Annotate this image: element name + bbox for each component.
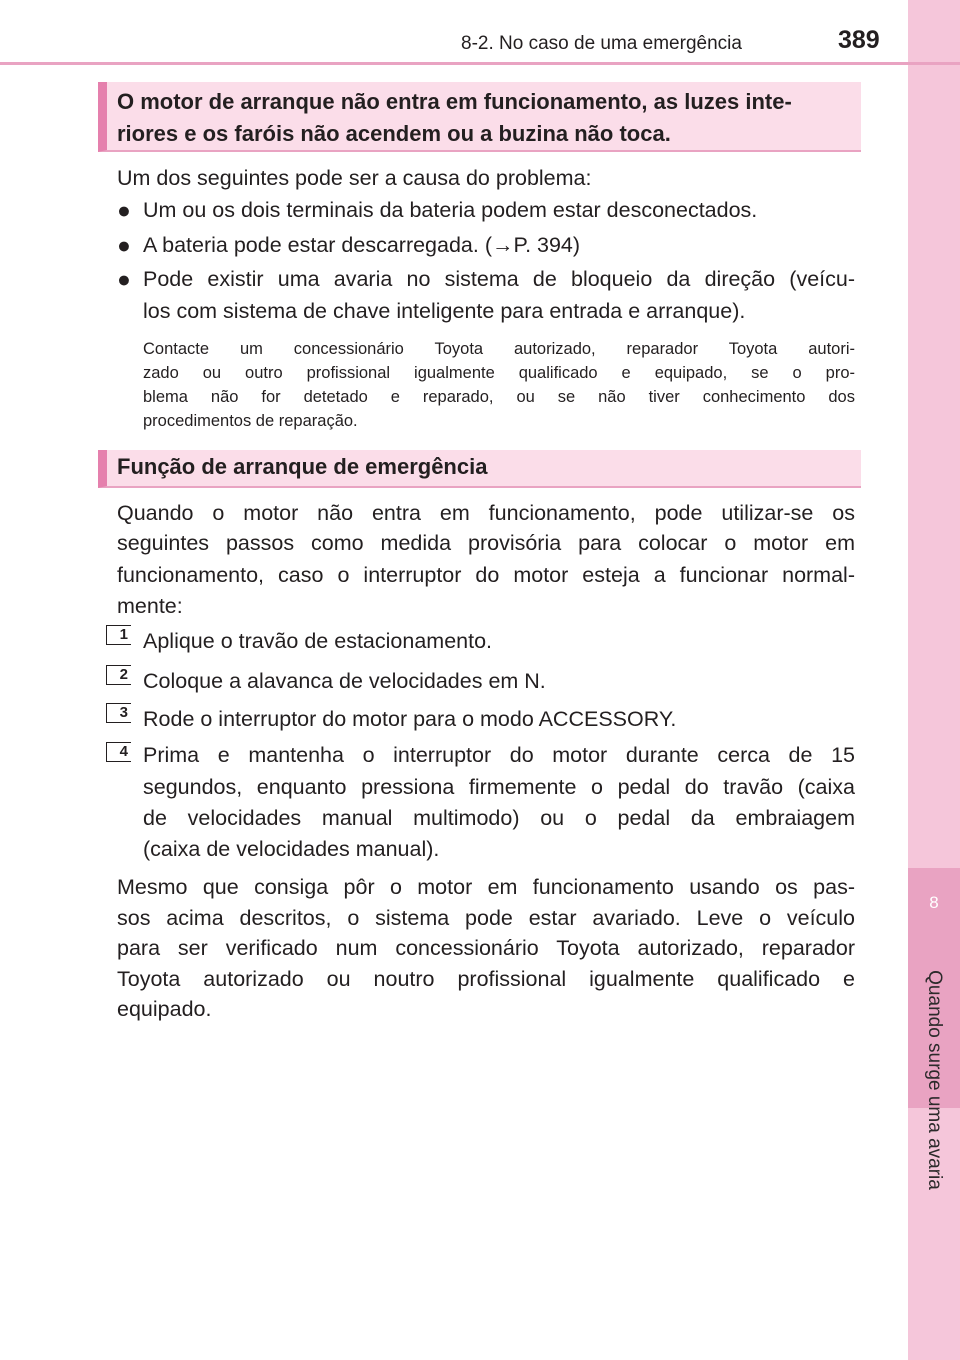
header-rule: [0, 62, 960, 65]
section-heading-starter: [98, 82, 861, 152]
heading-line: riores e os faróis não acendem ou a buzina não toca.: [117, 121, 671, 146]
note-line: Contacte um concessionário Toyota autorizado, reparador Toyota autori-: [143, 340, 855, 358]
bullet-text: Um ou os dois terminais da bateria podem estar desconectados.: [143, 198, 758, 222]
bullet-icon: ●: [117, 232, 131, 258]
bullet-icon: ●: [117, 197, 131, 223]
chapter-number: 8: [929, 893, 939, 912]
bullet-text: A bateria pode estar descarregada. (→P. 394): [143, 233, 581, 257]
intro-line: seguintes passos como medida provisória para colocar o motor em: [117, 531, 855, 555]
step-text: Aplique o travão de estacionamento.: [143, 629, 493, 653]
intro-line: funcionamento, caso o interruptor do motor esteja a funcionar normal-: [117, 563, 855, 587]
intro-line: mente:: [117, 594, 183, 618]
closing-line: Mesmo que consiga pôr o motor em funcionamento usando os pas-: [117, 875, 855, 899]
chapter-title: Quando surge uma avaria: [924, 970, 945, 1190]
page-number: 389: [838, 26, 880, 54]
step-number-badge: 4: [106, 742, 131, 762]
step-number-badge: 2: [106, 665, 131, 685]
bullet-icon: ●: [117, 266, 131, 292]
step-text: (caixa de velocidades manual).: [143, 837, 440, 861]
bullet-text: los com sistema de chave inteligente para entrada e arranque).: [143, 299, 746, 323]
closing-line: equipado.: [117, 997, 212, 1021]
note-line: zado ou outro profissional igualmente qualificado e equipado, se o pro-: [143, 364, 855, 382]
note-line: blema não for detetado e reparado, ou se não tiver conhecimento dos: [143, 388, 855, 406]
intro-text: Um dos seguintes pode ser a causa do problema:: [117, 166, 592, 190]
note-line: procedimentos de reparação.: [143, 412, 358, 430]
step-text: segundos, enquanto pressiona firmemente o pedal do travão (caixa: [143, 775, 855, 799]
running-header: 8-2. No caso de uma emergência: [461, 33, 742, 54]
closing-line: Toyota autorizado ou noutro profissional igualmente qualificado e: [117, 967, 855, 991]
step-text: de velocidades manual multimodo) ou o pedal da embraiagem: [143, 806, 855, 830]
step-text: Prima e mantenha o interruptor do motor durante cerca de 15: [143, 743, 855, 767]
step-text: Rode o interruptor do motor para o modo ACCESSORY.: [143, 707, 677, 731]
closing-line: sos acima descritos, o sistema pode estar avariado. Leve o veículo: [117, 906, 855, 930]
heading-line: O motor de arranque não entra em funcionamento, as luzes inte-: [117, 89, 792, 114]
section-heading-emergency-start: [98, 450, 861, 488]
bullet-text: Pode existir uma avaria no sistema de bloqueio da direção (veícu-: [143, 267, 855, 291]
step-number-badge: 3: [106, 703, 131, 723]
heading-line: Função de arranque de emergência: [117, 454, 488, 479]
intro-line: Quando o motor não entra em funcionamento, pode utilizar-se os: [117, 501, 855, 525]
closing-line: para ser verificado num concessionário Toyota autorizado, reparador: [117, 936, 855, 960]
step-number-badge: 1: [106, 625, 131, 645]
step-text: Coloque a alavanca de velocidades em N.: [143, 669, 546, 693]
